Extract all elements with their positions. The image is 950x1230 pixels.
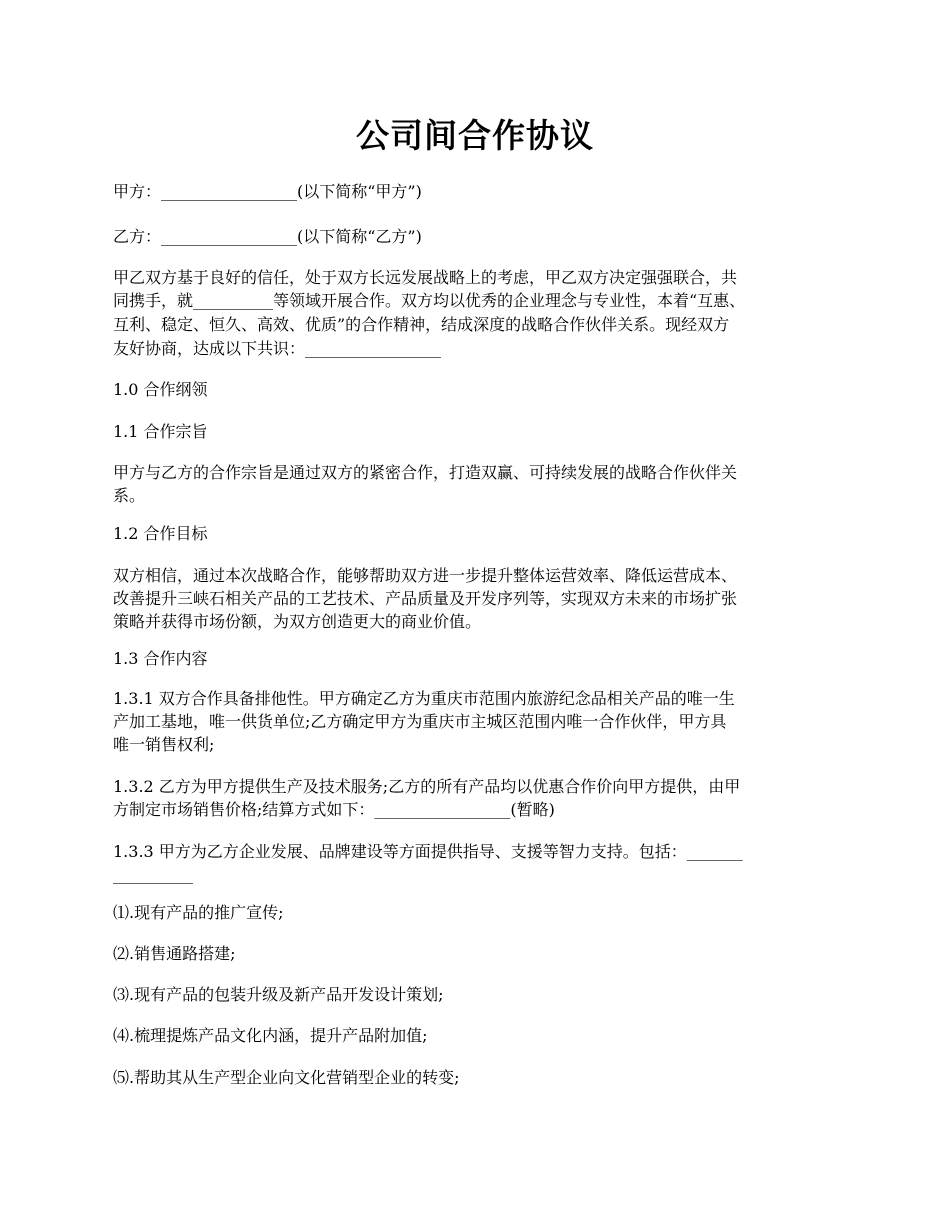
section-heading: 1.3 合作内容 [113, 649, 208, 668]
intro-paragraph-line: 甲乙双方基于良好的信任，处于双方长远发展战略上的考虑，甲乙双方决定强强联合，共 [113, 268, 738, 287]
clause-1-3-2-line: 1.3.2 乙方为甲方提供生产及技术服务;乙方的所有产品均以优惠合作价向甲方提供，由甲 [113, 777, 741, 796]
list-item: ⑶.现有产品的包装升级及新产品开发设计策划; [113, 985, 444, 1004]
intro-paragraph-line: 友好协商，达成以下共识：_________________ [113, 339, 442, 358]
list-item: ⑵.销售通路搭建; [113, 944, 236, 963]
clause-1-3-1-line: 产加工基地，唯一供货单位;乙方确定甲方为重庆市主城区范围内唯一合作伙伴，甲方具 [113, 712, 727, 731]
list-item: ⑴.现有产品的推广宣传; [113, 903, 284, 922]
section-heading: 1.1 合作宗旨 [113, 422, 208, 441]
list-item: ⑷.梳理提炼产品文化内涵，提升产品附加值; [113, 1026, 428, 1045]
clause-1-3-2-line: 方制定市场销售价格;结算方式如下：_________________(暂略) [113, 800, 555, 819]
clause-1-3-1-line: 1.3.1 双方合作具备排他性。甲方确定乙方为重庆市范围内旅游纪念品相关产品的唯一生 [113, 689, 735, 708]
intro-paragraph-line: 互利、稳定、恒久、高效、优质”的合作精神，结成深度的战略合作伙伴关系。现经双方 [113, 315, 730, 334]
purpose-paragraph-line: 甲方与乙方的合作宗旨是通过双方的紧密合作，打造双赢、可持续发展的战略合作伙伴关 [113, 463, 738, 482]
list-item: ⑸.帮助其从生产型企业向文化营销型企业的转变; [113, 1068, 460, 1087]
purpose-paragraph-line: 系。 [113, 486, 146, 505]
clause-1-3-1-line: 唯一销售权利; [113, 735, 215, 754]
intro-paragraph-line: 同携手，就__________等领域开展合作。双方均以优秀的企业理念与专业性，本着“互惠、 [113, 291, 746, 310]
section-heading: 1.0 合作纲领 [113, 380, 208, 399]
goal-paragraph-line: 改善提升三峡石相关产品的工艺技术、产品质量及开发序列等，实现双方未来的市场扩张 [113, 589, 738, 608]
goal-paragraph-line: 双方相信，通过本次战略合作，能够帮助双方进一步提升整体运营效率、降低运营成本、 [113, 566, 738, 585]
clause-1-3-3-line: 1.3.3 甲方为乙方企业发展、品牌建设等方面提供指导、支援等智力支持。包括：_______ [113, 842, 743, 861]
clause-1-3-3-line: __________ [113, 865, 193, 884]
section-heading: 1.2 合作目标 [113, 524, 208, 543]
document-title: 公司间合作协议 [356, 116, 594, 155]
goal-paragraph-line: 策略并获得市场份额，为双方创造更大的商业价值。 [113, 612, 482, 631]
party-a-line: 甲方：_________________(以下简称“甲方”) [113, 182, 422, 201]
party-b-line: 乙方：_________________(以下简称“乙方”) [113, 227, 422, 246]
